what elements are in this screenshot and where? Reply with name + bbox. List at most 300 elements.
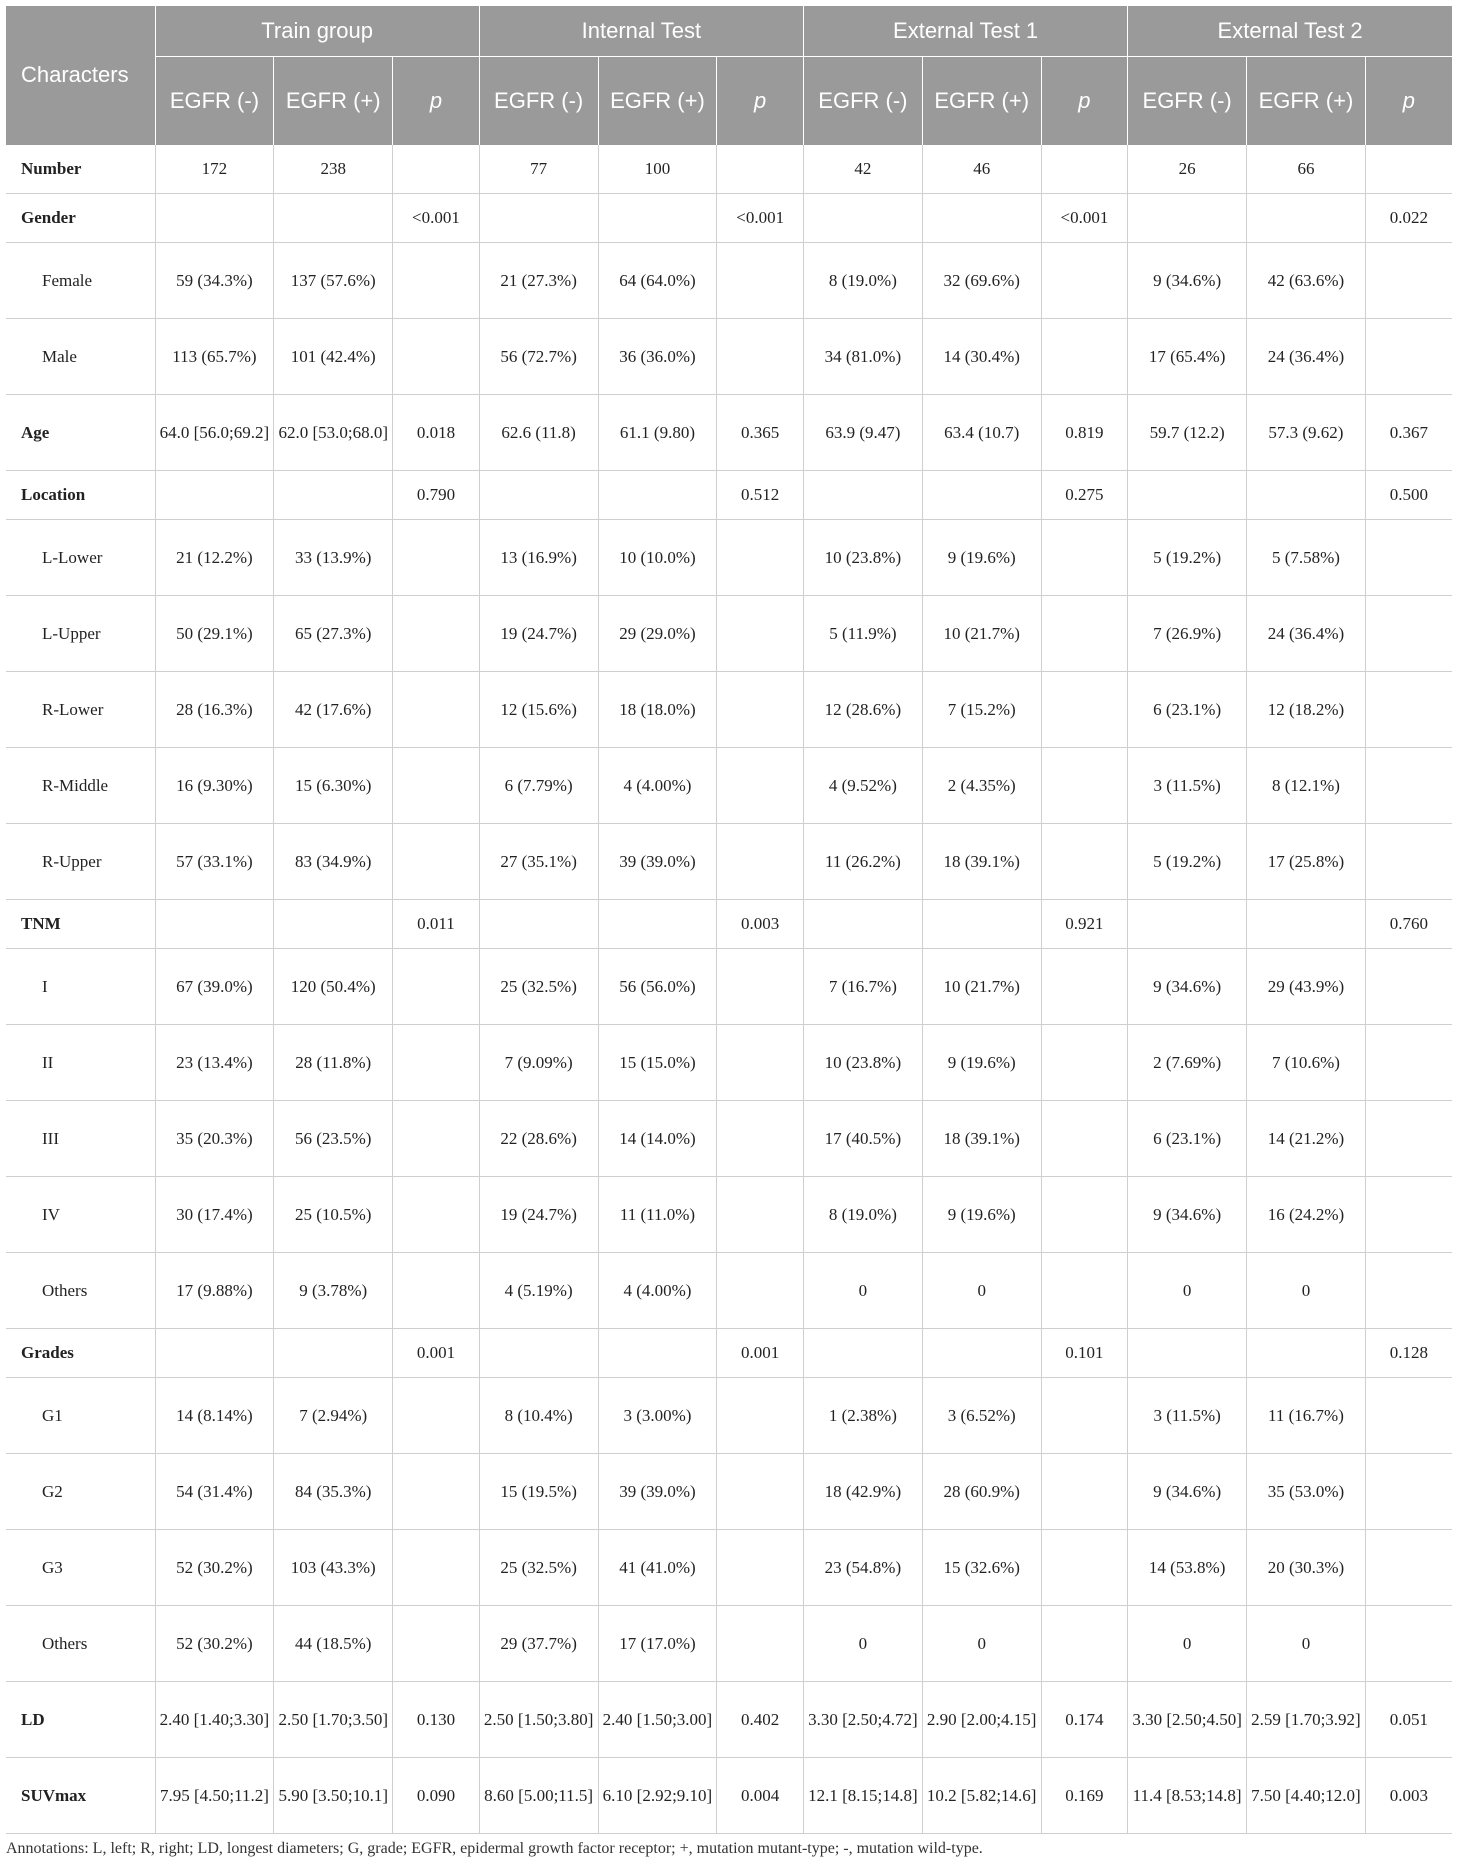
cell-p-value: 0.367 xyxy=(1365,395,1452,471)
cell-egfr-positive: 56 (56.0%) xyxy=(598,949,717,1025)
row-label: II xyxy=(6,1025,155,1101)
cell-egfr-positive: 56 (23.5%) xyxy=(274,1101,393,1177)
cell-egfr-positive: 7.50 [4.40;12.0] xyxy=(1247,1758,1366,1834)
cell-egfr-negative: 67 (39.0%) xyxy=(155,949,274,1025)
cell-egfr-negative: 19 (24.7%) xyxy=(479,1177,598,1253)
cell-egfr-negative: 12 (15.6%) xyxy=(479,672,598,748)
cell-egfr-negative: 1 (2.38%) xyxy=(803,1378,922,1454)
cell-egfr-negative xyxy=(803,900,922,949)
cell-egfr-positive: 35 (53.0%) xyxy=(1247,1454,1366,1530)
cell-egfr-positive: 100 xyxy=(598,145,717,194)
cell-egfr-positive: 17 (17.0%) xyxy=(598,1606,717,1682)
cell-p-value: 0.512 xyxy=(717,471,804,520)
cell-egfr-negative: 16 (9.30%) xyxy=(155,748,274,824)
cell-egfr-negative: 7.95 [4.50;11.2] xyxy=(155,1758,274,1834)
cell-p-value xyxy=(1365,1530,1452,1606)
cell-egfr-negative xyxy=(1128,1329,1247,1378)
cell-p-value xyxy=(1365,672,1452,748)
cell-egfr-positive xyxy=(922,900,1041,949)
cell-p-value: <0.001 xyxy=(393,194,480,243)
row-label: Age xyxy=(6,395,155,471)
cell-p-value: 0.090 xyxy=(393,1758,480,1834)
row-label: SUVmax xyxy=(6,1758,155,1834)
subcategory-row xyxy=(6,520,1452,596)
cell-p-value: <0.001 xyxy=(1041,194,1128,243)
cell-egfr-positive: 15 (6.30%) xyxy=(274,748,393,824)
cell-egfr-negative: 59 (34.3%) xyxy=(155,243,274,319)
cell-egfr-positive: 11 (11.0%) xyxy=(598,1177,717,1253)
cell-egfr-negative: 8 (19.0%) xyxy=(803,1177,922,1253)
cell-p-value: 0.402 xyxy=(717,1682,804,1758)
category-row xyxy=(6,1682,1452,1758)
cell-egfr-negative: 22 (28.6%) xyxy=(479,1101,598,1177)
cell-egfr-negative: 9 (34.6%) xyxy=(1128,1177,1247,1253)
cell-egfr-negative: 6 (7.79%) xyxy=(479,748,598,824)
row-label: G1 xyxy=(6,1378,155,1454)
cell-egfr-negative: 50 (29.1%) xyxy=(155,596,274,672)
cell-egfr-negative: 57 (33.1%) xyxy=(155,824,274,900)
row-label: L-Upper xyxy=(6,596,155,672)
cell-egfr-positive: 14 (14.0%) xyxy=(598,1101,717,1177)
cell-p-value xyxy=(393,748,480,824)
cell-p-value: 0.051 xyxy=(1365,1682,1452,1758)
cell-egfr-negative: 21 (12.2%) xyxy=(155,520,274,596)
cell-egfr-positive: 10 (21.7%) xyxy=(922,596,1041,672)
cell-egfr-positive: 32 (69.6%) xyxy=(922,243,1041,319)
cell-egfr-positive: 66 xyxy=(1247,145,1366,194)
cell-egfr-negative: 18 (42.9%) xyxy=(803,1454,922,1530)
characters-header: Characters xyxy=(6,6,155,145)
cell-egfr-negative: 2.50 [1.50;3.80] xyxy=(479,1682,598,1758)
cell-p-value xyxy=(393,1606,480,1682)
cell-egfr-negative: 25 (32.5%) xyxy=(479,1530,598,1606)
subheader-p-value: p xyxy=(1365,57,1452,146)
cell-egfr-negative xyxy=(803,1329,922,1378)
cell-p-value xyxy=(717,748,804,824)
cell-egfr-positive: 12 (18.2%) xyxy=(1247,672,1366,748)
cell-p-value: 0.819 xyxy=(1041,395,1128,471)
cell-egfr-positive: 0 xyxy=(1247,1253,1366,1329)
cell-egfr-positive: 25 (10.5%) xyxy=(274,1177,393,1253)
cell-egfr-positive: 2.40 [1.50;3.00] xyxy=(598,1682,717,1758)
cell-p-value xyxy=(1365,1177,1452,1253)
cell-egfr-negative xyxy=(1128,194,1247,243)
row-label: G2 xyxy=(6,1454,155,1530)
row-label: Others xyxy=(6,1253,155,1329)
cell-egfr-positive: 8 (12.1%) xyxy=(1247,748,1366,824)
cell-egfr-positive: 14 (30.4%) xyxy=(922,319,1041,395)
cell-p-value xyxy=(717,949,804,1025)
cell-egfr-positive: 103 (43.3%) xyxy=(274,1530,393,1606)
subheader-egfr-positive: EGFR (+) xyxy=(598,57,717,146)
cell-egfr-positive: 63.4 (10.7) xyxy=(922,395,1041,471)
cell-p-value xyxy=(717,1378,804,1454)
cell-egfr-negative: 3 (11.5%) xyxy=(1128,748,1247,824)
subcategory-row xyxy=(6,243,1452,319)
cell-egfr-positive: 20 (30.3%) xyxy=(1247,1530,1366,1606)
cell-egfr-positive: 18 (18.0%) xyxy=(598,672,717,748)
cell-egfr-positive: 9 (19.6%) xyxy=(922,1025,1041,1101)
cell-egfr-positive: 16 (24.2%) xyxy=(1247,1177,1366,1253)
cell-egfr-positive: 7 (15.2%) xyxy=(922,672,1041,748)
cell-egfr-negative: 3.30 [2.50;4.72] xyxy=(803,1682,922,1758)
group-header-train: Train group xyxy=(155,6,479,57)
cell-p-value xyxy=(717,824,804,900)
cell-egfr-negative: 6 (23.1%) xyxy=(1128,672,1247,748)
cell-p-value xyxy=(1041,1177,1128,1253)
cell-egfr-negative: 27 (35.1%) xyxy=(479,824,598,900)
cell-egfr-positive: 120 (50.4%) xyxy=(274,949,393,1025)
cell-egfr-positive: 2.50 [1.70;3.50] xyxy=(274,1682,393,1758)
subheader-egfr-negative: EGFR (-) xyxy=(155,57,274,146)
cell-egfr-positive: 11 (16.7%) xyxy=(1247,1378,1366,1454)
cell-p-value: 0.001 xyxy=(393,1329,480,1378)
table-body xyxy=(6,145,1452,1834)
cell-egfr-negative: 7 (26.9%) xyxy=(1128,596,1247,672)
cell-p-value: 0.921 xyxy=(1041,900,1128,949)
cell-p-value: 0.011 xyxy=(393,900,480,949)
subcategory-row xyxy=(6,949,1452,1025)
cell-egfr-negative: 7 (9.09%) xyxy=(479,1025,598,1101)
row-label: IV xyxy=(6,1177,155,1253)
cell-p-value xyxy=(1365,596,1452,672)
cell-egfr-negative: 10 (23.8%) xyxy=(803,1025,922,1101)
cell-p-value xyxy=(393,520,480,596)
cell-p-value xyxy=(1041,672,1128,748)
cell-egfr-positive: 10.2 [5.82;14.6] xyxy=(922,1758,1041,1834)
cell-egfr-positive: 36 (36.0%) xyxy=(598,319,717,395)
cell-egfr-negative: 8 (19.0%) xyxy=(803,243,922,319)
cell-p-value xyxy=(1365,1378,1452,1454)
cell-p-value xyxy=(1041,949,1128,1025)
cell-egfr-positive: 7 (10.6%) xyxy=(1247,1025,1366,1101)
cell-p-value xyxy=(393,145,480,194)
cell-p-value: 0.101 xyxy=(1041,1329,1128,1378)
cell-egfr-positive: 4 (4.00%) xyxy=(598,1253,717,1329)
cell-egfr-negative: 21 (27.3%) xyxy=(479,243,598,319)
cell-egfr-negative xyxy=(479,194,598,243)
category-row xyxy=(6,1758,1452,1834)
subcategory-row xyxy=(6,1253,1452,1329)
subcategory-row xyxy=(6,672,1452,748)
cell-p-value: <0.001 xyxy=(717,194,804,243)
cell-egfr-negative: 23 (54.8%) xyxy=(803,1530,922,1606)
cell-egfr-negative: 5 (19.2%) xyxy=(1128,824,1247,900)
cell-egfr-positive: 44 (18.5%) xyxy=(274,1606,393,1682)
cell-egfr-positive xyxy=(1247,194,1366,243)
cell-egfr-positive xyxy=(598,1329,717,1378)
cell-egfr-negative xyxy=(1128,471,1247,520)
cell-p-value xyxy=(1365,1101,1452,1177)
cell-egfr-positive: 2.90 [2.00;4.15] xyxy=(922,1682,1041,1758)
cell-egfr-negative: 12 (28.6%) xyxy=(803,672,922,748)
table-container xyxy=(6,6,1452,1834)
cell-p-value xyxy=(1365,145,1452,194)
subcategory-row xyxy=(6,1530,1452,1606)
cell-egfr-negative xyxy=(479,1329,598,1378)
cell-egfr-positive xyxy=(922,1329,1041,1378)
cell-egfr-negative: 30 (17.4%) xyxy=(155,1177,274,1253)
subheader-egfr-positive: EGFR (+) xyxy=(274,57,393,146)
cell-egfr-positive xyxy=(1247,1329,1366,1378)
cell-egfr-positive: 42 (63.6%) xyxy=(1247,243,1366,319)
cell-egfr-negative: 0 xyxy=(803,1606,922,1682)
cell-egfr-negative: 63.9 (9.47) xyxy=(803,395,922,471)
cell-p-value: 0.022 xyxy=(1365,194,1452,243)
cell-p-value xyxy=(1365,319,1452,395)
cell-egfr-negative: 25 (32.5%) xyxy=(479,949,598,1025)
cell-p-value xyxy=(1041,748,1128,824)
cell-egfr-negative: 77 xyxy=(479,145,598,194)
subcategory-row xyxy=(6,596,1452,672)
cell-egfr-negative: 10 (23.8%) xyxy=(803,520,922,596)
subheader-p-value: p xyxy=(1041,57,1128,146)
cell-egfr-positive: 61.1 (9.80) xyxy=(598,395,717,471)
row-label: I xyxy=(6,949,155,1025)
cell-p-value xyxy=(1041,1101,1128,1177)
cell-egfr-positive xyxy=(274,194,393,243)
cell-p-value: 0.128 xyxy=(1365,1329,1452,1378)
cell-egfr-negative: 13 (16.9%) xyxy=(479,520,598,596)
group-header-external-test-1: External Test 1 xyxy=(803,6,1127,57)
cell-egfr-positive: 4 (4.00%) xyxy=(598,748,717,824)
cell-p-value xyxy=(393,1530,480,1606)
cell-p-value: 0.760 xyxy=(1365,900,1452,949)
cell-egfr-positive xyxy=(274,471,393,520)
cell-egfr-positive: 39 (39.0%) xyxy=(598,1454,717,1530)
cell-egfr-positive xyxy=(598,471,717,520)
cell-egfr-negative: 56 (72.7%) xyxy=(479,319,598,395)
cell-p-value xyxy=(1041,319,1128,395)
cell-egfr-negative: 15 (19.5%) xyxy=(479,1454,598,1530)
cell-egfr-positive: 29 (43.9%) xyxy=(1247,949,1366,1025)
cell-egfr-negative: 2 (7.69%) xyxy=(1128,1025,1247,1101)
cell-p-value xyxy=(1365,1454,1452,1530)
cell-egfr-negative: 23 (13.4%) xyxy=(155,1025,274,1101)
cell-egfr-positive: 3 (6.52%) xyxy=(922,1378,1041,1454)
row-label: III xyxy=(6,1101,155,1177)
cell-p-value xyxy=(1365,949,1452,1025)
row-label: Female xyxy=(6,243,155,319)
row-label: LD xyxy=(6,1682,155,1758)
cell-egfr-positive: 29 (29.0%) xyxy=(598,596,717,672)
category-row xyxy=(6,900,1452,949)
cell-p-value xyxy=(717,1454,804,1530)
cell-p-value xyxy=(1041,1606,1128,1682)
cell-egfr-positive: 42 (17.6%) xyxy=(274,672,393,748)
cell-p-value xyxy=(393,1177,480,1253)
cell-egfr-positive: 28 (60.9%) xyxy=(922,1454,1041,1530)
cell-egfr-positive: 18 (39.1%) xyxy=(922,1101,1041,1177)
cell-egfr-positive: 57.3 (9.62) xyxy=(1247,395,1366,471)
row-label: Gender xyxy=(6,194,155,243)
cell-egfr-negative xyxy=(155,471,274,520)
cell-egfr-positive: 62.0 [53.0;68.0] xyxy=(274,395,393,471)
cell-egfr-negative: 172 xyxy=(155,145,274,194)
cell-egfr-negative xyxy=(803,471,922,520)
cell-p-value xyxy=(1041,1530,1128,1606)
cell-p-value xyxy=(1365,748,1452,824)
subcategory-row xyxy=(6,1025,1452,1101)
cell-egfr-positive: 64 (64.0%) xyxy=(598,243,717,319)
cell-p-value xyxy=(393,1378,480,1454)
cell-egfr-positive xyxy=(922,194,1041,243)
cell-egfr-positive xyxy=(1247,900,1366,949)
subheader-egfr-negative: EGFR (-) xyxy=(479,57,598,146)
cell-p-value xyxy=(717,145,804,194)
cell-p-value xyxy=(1041,1378,1128,1454)
cell-egfr-negative: 26 xyxy=(1128,145,1247,194)
cell-egfr-positive: 9 (19.6%) xyxy=(922,1177,1041,1253)
cell-egfr-negative: 12.1 [8.15;14.8] xyxy=(803,1758,922,1834)
cell-egfr-negative: 34 (81.0%) xyxy=(803,319,922,395)
cell-egfr-negative: 54 (31.4%) xyxy=(155,1454,274,1530)
row-label: Location xyxy=(6,471,155,520)
cell-egfr-positive: 15 (15.0%) xyxy=(598,1025,717,1101)
cell-egfr-negative: 0 xyxy=(1128,1606,1247,1682)
cell-egfr-positive: 0 xyxy=(922,1253,1041,1329)
cell-egfr-positive: 9 (3.78%) xyxy=(274,1253,393,1329)
cell-egfr-positive: 14 (21.2%) xyxy=(1247,1101,1366,1177)
cell-egfr-negative: 6 (23.1%) xyxy=(1128,1101,1247,1177)
cell-egfr-negative: 5 (11.9%) xyxy=(803,596,922,672)
cell-egfr-positive xyxy=(598,900,717,949)
cell-p-value xyxy=(393,1101,480,1177)
category-row xyxy=(6,1329,1452,1378)
cell-egfr-negative xyxy=(1128,900,1247,949)
cell-egfr-negative xyxy=(155,900,274,949)
cell-p-value xyxy=(717,596,804,672)
cell-p-value xyxy=(393,319,480,395)
cell-egfr-negative xyxy=(479,900,598,949)
cell-p-value: 0.365 xyxy=(717,395,804,471)
cell-p-value xyxy=(717,1177,804,1253)
table-annotation: Annotations: L, left; R, right; LD, longest diameters; G, grade; EGFR, epidermal growth factor receptor; +, mutation mutant-type; -, mutation wild-type. xyxy=(6,1840,983,1857)
cell-egfr-negative: 62.6 (11.8) xyxy=(479,395,598,471)
cell-egfr-positive xyxy=(1247,471,1366,520)
cell-egfr-negative: 17 (65.4%) xyxy=(1128,319,1247,395)
cell-egfr-positive: 3 (3.00%) xyxy=(598,1378,717,1454)
cell-p-value xyxy=(1041,596,1128,672)
cell-egfr-positive: 28 (11.8%) xyxy=(274,1025,393,1101)
cell-egfr-positive: 0 xyxy=(1247,1606,1366,1682)
cell-p-value: 0.003 xyxy=(1365,1758,1452,1834)
cell-egfr-negative: 11 (26.2%) xyxy=(803,824,922,900)
cell-egfr-negative: 35 (20.3%) xyxy=(155,1101,274,1177)
cell-p-value xyxy=(1041,243,1128,319)
cell-egfr-negative: 29 (37.7%) xyxy=(479,1606,598,1682)
cell-egfr-negative: 113 (65.7%) xyxy=(155,319,274,395)
cell-p-value: 0.275 xyxy=(1041,471,1128,520)
cell-p-value xyxy=(717,319,804,395)
subheader-egfr-positive: EGFR (+) xyxy=(1247,57,1366,146)
cell-egfr-positive: 24 (36.4%) xyxy=(1247,596,1366,672)
table-header xyxy=(6,6,1452,145)
cell-egfr-negative xyxy=(155,194,274,243)
cell-p-value xyxy=(393,949,480,1025)
cell-p-value: 0.130 xyxy=(393,1682,480,1758)
clinical-characteristics-table xyxy=(6,6,1452,1834)
cell-egfr-positive: 33 (13.9%) xyxy=(274,520,393,596)
cell-p-value xyxy=(1365,243,1452,319)
cell-egfr-positive: 137 (57.6%) xyxy=(274,243,393,319)
cell-p-value xyxy=(717,1530,804,1606)
cell-egfr-negative: 2.40 [1.40;3.30] xyxy=(155,1682,274,1758)
group-header-external-test-2: External Test 2 xyxy=(1128,6,1452,57)
row-label: L-Lower xyxy=(6,520,155,596)
cell-egfr-negative: 3.30 [2.50;4.50] xyxy=(1128,1682,1247,1758)
cell-p-value: 0.790 xyxy=(393,471,480,520)
cell-egfr-positive: 7 (2.94%) xyxy=(274,1378,393,1454)
cell-egfr-positive: 15 (32.6%) xyxy=(922,1530,1041,1606)
cell-egfr-negative: 8 (10.4%) xyxy=(479,1378,598,1454)
cell-egfr-negative: 59.7 (12.2) xyxy=(1128,395,1247,471)
cell-egfr-positive: 2.59 [1.70;3.92] xyxy=(1247,1682,1366,1758)
cell-p-value xyxy=(393,1025,480,1101)
cell-egfr-positive: 84 (35.3%) xyxy=(274,1454,393,1530)
cell-p-value xyxy=(1365,520,1452,596)
cell-p-value xyxy=(717,520,804,596)
cell-p-value xyxy=(1041,824,1128,900)
group-header-internal-test: Internal Test xyxy=(479,6,803,57)
cell-p-value: 0.001 xyxy=(717,1329,804,1378)
cell-egfr-positive: 65 (27.3%) xyxy=(274,596,393,672)
cell-egfr-negative: 64.0 [56.0;69.2] xyxy=(155,395,274,471)
cell-p-value xyxy=(1041,520,1128,596)
cell-egfr-negative: 52 (30.2%) xyxy=(155,1530,274,1606)
cell-p-value xyxy=(393,672,480,748)
cell-p-value xyxy=(717,1025,804,1101)
cell-egfr-positive: 5 (7.58%) xyxy=(1247,520,1366,596)
cell-egfr-negative: 4 (5.19%) xyxy=(479,1253,598,1329)
subcategory-row xyxy=(6,1606,1452,1682)
cell-egfr-positive xyxy=(274,900,393,949)
cell-p-value xyxy=(1365,1025,1452,1101)
cell-egfr-negative xyxy=(479,471,598,520)
cell-p-value xyxy=(717,1101,804,1177)
subheader-p-value: p xyxy=(717,57,804,146)
subheader-egfr-negative: EGFR (-) xyxy=(803,57,922,146)
cell-p-value xyxy=(717,1253,804,1329)
category-row xyxy=(6,145,1452,194)
cell-p-value xyxy=(717,1606,804,1682)
row-label: TNM xyxy=(6,900,155,949)
cell-p-value xyxy=(1041,1253,1128,1329)
row-label: R-Upper xyxy=(6,824,155,900)
row-label: Others xyxy=(6,1606,155,1682)
cell-egfr-negative: 14 (53.8%) xyxy=(1128,1530,1247,1606)
cell-egfr-positive: 39 (39.0%) xyxy=(598,824,717,900)
row-label: Grades xyxy=(6,1329,155,1378)
cell-egfr-negative: 42 xyxy=(803,145,922,194)
category-row xyxy=(6,194,1452,243)
cell-egfr-positive: 83 (34.9%) xyxy=(274,824,393,900)
cell-egfr-positive: 41 (41.0%) xyxy=(598,1530,717,1606)
cell-egfr-positive: 101 (42.4%) xyxy=(274,319,393,395)
subcategory-row xyxy=(6,1101,1452,1177)
cell-egfr-negative: 52 (30.2%) xyxy=(155,1606,274,1682)
cell-egfr-negative: 9 (34.6%) xyxy=(1128,1454,1247,1530)
subheader-p-value: p xyxy=(393,57,480,146)
row-label: Male xyxy=(6,319,155,395)
cell-egfr-positive: 6.10 [2.92;9.10] xyxy=(598,1758,717,1834)
category-row xyxy=(6,395,1452,471)
cell-egfr-positive: 9 (19.6%) xyxy=(922,520,1041,596)
subcategory-row xyxy=(6,748,1452,824)
cell-egfr-negative: 28 (16.3%) xyxy=(155,672,274,748)
cell-p-value xyxy=(1041,145,1128,194)
cell-p-value: 0.174 xyxy=(1041,1682,1128,1758)
